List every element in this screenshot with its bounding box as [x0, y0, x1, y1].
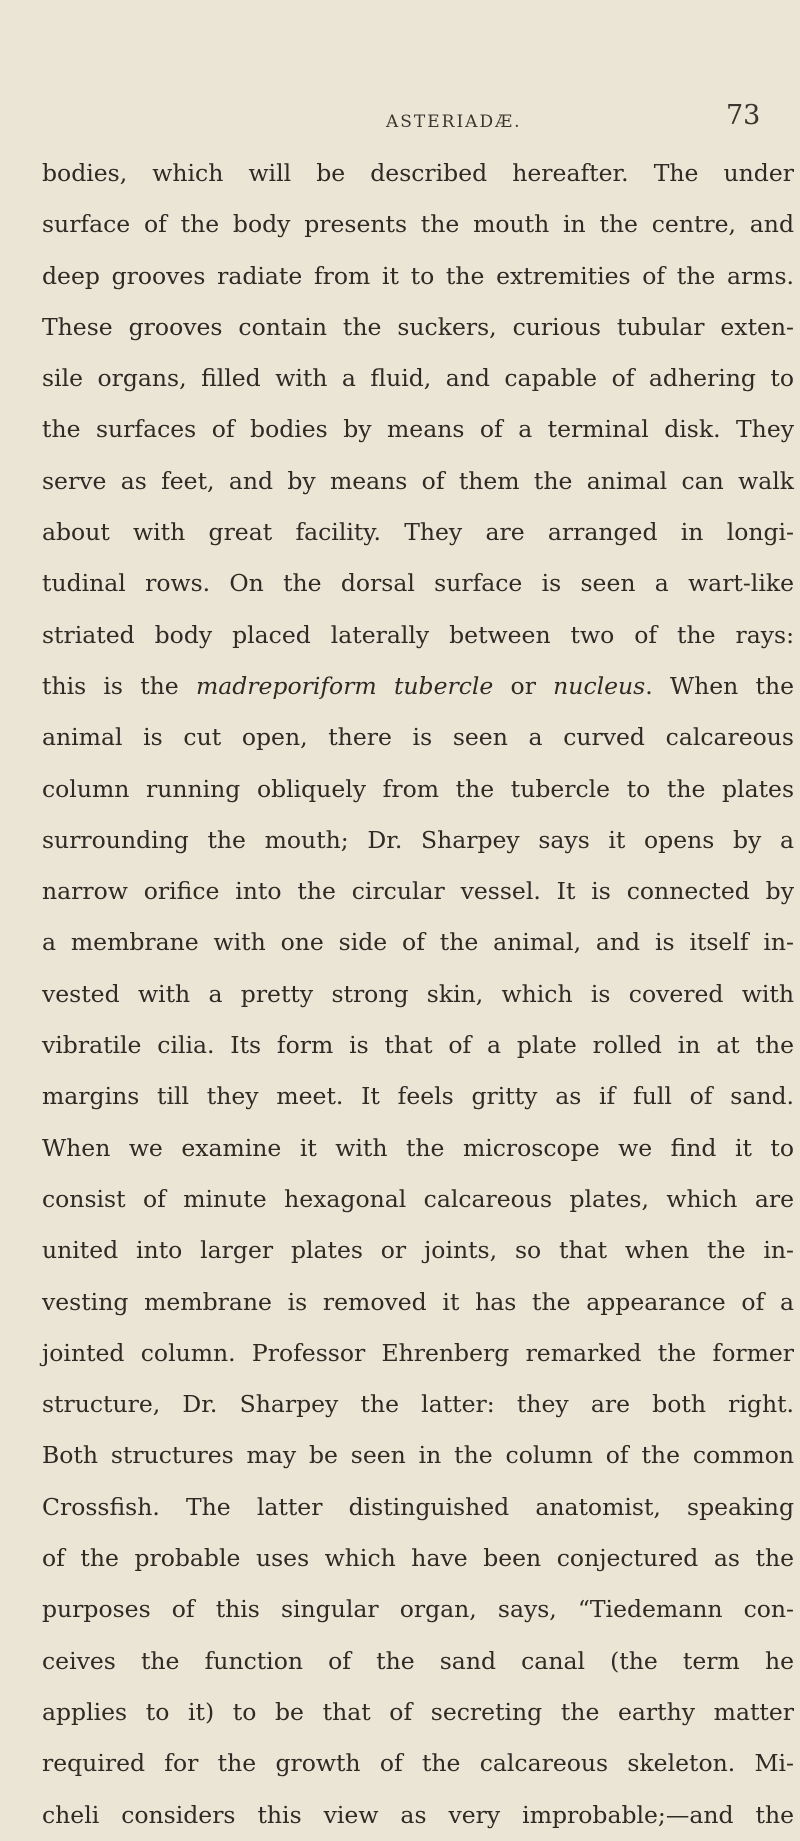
text-line: sile organs, filled with a fluid, and capable of adhering to: [42, 364, 794, 393]
text-line: column running obliquely from the tubercle to the plates: [42, 774, 794, 803]
text-line: animal is cut open, there is seen a curved calcareous: [42, 723, 794, 752]
text-line: tudinal rows. On the dorsal surface is seen a wart-like: [42, 569, 794, 598]
text-line: this is the madreporiform tubercle or nucleus. When the: [42, 671, 794, 700]
text-line: applies to it) to be that of secreting the earthy matter: [42, 1697, 794, 1726]
text-line: surface of the body presents the mouth in the centre, and: [42, 210, 794, 239]
text-line: margins till they meet. It feels gritty as if full of sand.: [42, 1082, 794, 1111]
text-line: the surfaces of bodies by means of a terminal disk. They: [42, 415, 794, 444]
text-line: When we examine it with the microscope we find it to: [42, 1133, 794, 1162]
text-line: of the probable uses which have been conjectured as the: [42, 1544, 794, 1573]
body-paragraph: [42, 148, 794, 1841]
page-number: 73: [726, 100, 761, 131]
text-line: united into larger plates or joints, so that when the in-: [42, 1236, 794, 1265]
text-line: serve as feet, and by means of them the animal can walk: [42, 466, 794, 495]
text-line: about with great facility. They are arranged in longi-: [42, 518, 794, 547]
text-line: consist of minute hexagonal calcareous plates, which are: [42, 1184, 794, 1213]
italic-term: nucleus: [553, 671, 646, 700]
text-line: striated body placed laterally between two of the rays:: [42, 620, 794, 649]
text-line: surrounding the mouth; Dr. Sharpey says it opens by a: [42, 825, 794, 854]
text-line: Crossfish. The latter distinguished anatomist, speaking: [42, 1492, 794, 1521]
text-line: structure, Dr. Sharpey the latter: they are both right.: [42, 1390, 794, 1419]
text-line: cheli considers this view as very improbable;—and the: [42, 1800, 794, 1829]
italic-term: madreporiform tubercle: [195, 671, 494, 700]
text-line: purposes of this singular organ, says, “Tiedemann con-: [42, 1595, 794, 1624]
text-line: bodies, which will be described hereafter. The under: [42, 159, 794, 187]
text-line: narrow orifice into the circular vessel. It is connected by: [42, 877, 794, 906]
text-line: deep grooves radiate from it to the extremities of the arms.: [42, 261, 794, 290]
running-head: ASTERIADÆ.: [386, 112, 522, 132]
text-line: vesting membrane is removed it has the appearance of a: [42, 1287, 794, 1316]
text-line: These grooves contain the suckers, curious tubular exten-: [42, 312, 794, 341]
text-line: required for the growth of the calcareous skeleton. Mi-: [42, 1749, 794, 1778]
text-line: Both structures may be seen in the column of the common: [42, 1441, 794, 1470]
text-line: ceives the function of the sand canal (the term he: [42, 1646, 794, 1675]
text-line: vibratile cilia. Its form is that of a plate rolled in at the: [42, 1031, 794, 1060]
text-line: a membrane with one side of the animal, and is itself in-: [42, 928, 794, 957]
text-line: jointed column. Professor Ehrenberg remarked the former: [42, 1338, 794, 1367]
text-line: vested with a pretty strong skin, which is covered with: [42, 979, 794, 1008]
